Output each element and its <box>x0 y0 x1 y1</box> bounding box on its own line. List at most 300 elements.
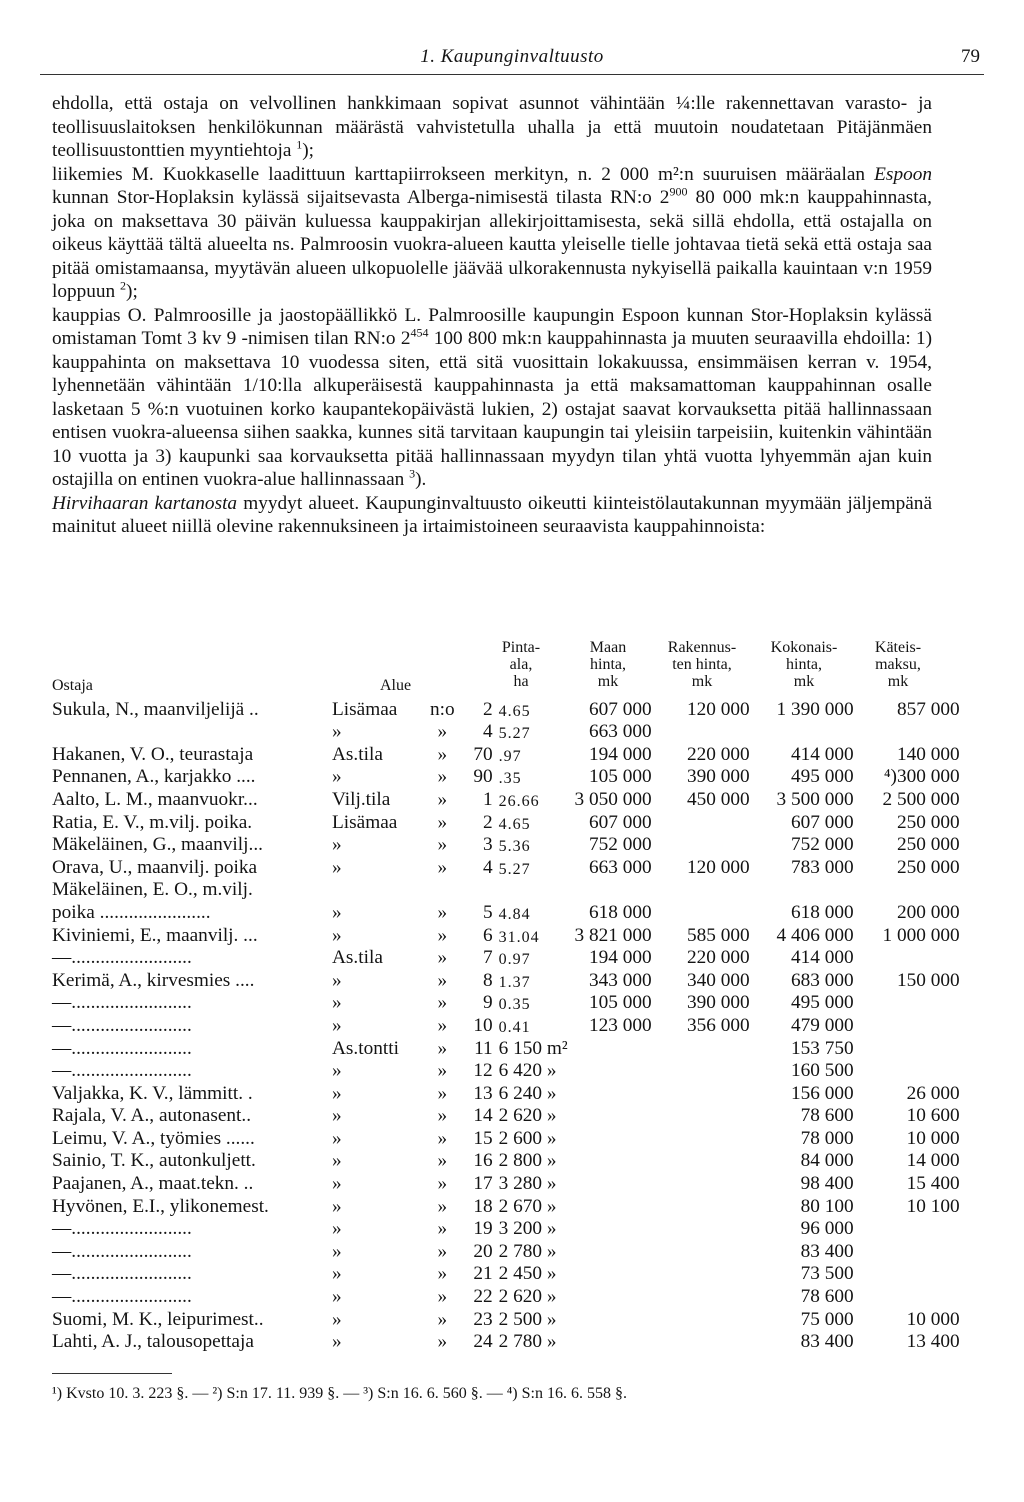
cell-land: 607 000 <box>588 698 652 720</box>
cell-total: 153 750 <box>790 1037 854 1059</box>
cell-type: » <box>332 1082 342 1104</box>
table-row <box>52 1172 960 1195</box>
cell-mark: » <box>437 924 448 946</box>
cell-mark: » <box>437 1127 448 1149</box>
table-row <box>52 1263 960 1286</box>
cell-cash <box>854 1060 960 1083</box>
cell-num: 2 <box>483 698 493 720</box>
cell-land: 105 000 <box>588 992 652 1014</box>
cell-area: 0.41 <box>498 1018 531 1036</box>
cell-cash <box>854 947 960 970</box>
cell-total <box>750 879 854 902</box>
cell-building: 356 000 <box>686 1014 750 1036</box>
cell-num: 2 <box>483 811 493 833</box>
cell-mark: » <box>437 1218 448 1240</box>
cell-type: » <box>332 1308 342 1330</box>
cell-cash <box>854 1240 960 1263</box>
body-text <box>52 92 932 539</box>
cell-land: 343 000 <box>588 969 652 991</box>
cell-cash: 13 400 <box>906 1331 960 1353</box>
table-row <box>52 1105 960 1128</box>
cell-cash: 140 000 <box>896 743 960 765</box>
cell-land <box>568 1240 652 1263</box>
cell-buyer: Sukula, N., maanviljelijä .. <box>52 698 259 720</box>
cell-type: » <box>332 1127 342 1149</box>
cell-area: 2 500 » <box>498 1308 557 1330</box>
table-row <box>52 1331 960 1354</box>
table-row <box>52 901 960 924</box>
cell-land <box>568 879 652 902</box>
table-row <box>52 1150 960 1173</box>
cell-buyer: Valjakka, K. V., lämmitt. . <box>52 1082 253 1104</box>
col-header-buyer: Ostaja <box>52 677 93 694</box>
cell-buyer: Kerimä, A., kirvesmies .... <box>52 969 255 991</box>
cell-land <box>568 1285 652 1308</box>
cell-total <box>750 721 854 744</box>
cell-num: 17 <box>473 1173 493 1195</box>
cell-building <box>652 1308 750 1331</box>
cell-cash <box>854 1014 960 1037</box>
cell-num: 9 <box>483 992 493 1014</box>
cell-building: 450 000 <box>686 788 750 810</box>
cell-type: » <box>332 1150 342 1172</box>
cell-cash: 15 400 <box>906 1173 960 1195</box>
cell-type: » <box>332 766 342 788</box>
cell-land: 618 000 <box>588 901 652 923</box>
cell-building <box>652 811 750 834</box>
cell-land <box>568 1263 652 1286</box>
cell-type: » <box>332 1105 342 1127</box>
cell-building <box>652 1195 750 1218</box>
cell-cash <box>854 1285 960 1308</box>
cell-cash: 857 000 <box>896 698 960 720</box>
table-row <box>52 1308 960 1331</box>
cell-total: 3 500 000 <box>776 788 854 810</box>
cell-total: 783 000 <box>790 856 854 878</box>
col-header-area-id: Alue <box>380 677 412 694</box>
table-row <box>52 1037 960 1060</box>
table-row <box>52 788 960 811</box>
cell-num: 12 <box>473 1060 493 1082</box>
running-title: 1. Kaupunginvaltuusto <box>420 46 604 67</box>
cell-mark: » <box>437 721 448 743</box>
page-header <box>40 40 984 75</box>
col-header-building: Rakennus- ten hinta, mk <box>667 639 737 690</box>
cell-buyer: —......................... <box>52 947 192 969</box>
cell-land <box>568 1150 652 1173</box>
cell-cash <box>854 992 960 1015</box>
cell-mark: » <box>437 1105 448 1127</box>
cell-num: 20 <box>473 1240 493 1262</box>
cell-num: 8 <box>483 969 493 991</box>
cell-buyer: Hyvönen, E.I., ylikonemest. <box>52 1195 269 1217</box>
cell-building: 120 000 <box>686 698 750 720</box>
cell-type: » <box>332 1173 342 1195</box>
col-header-land: Maan hinta, mk <box>589 639 627 690</box>
table-row <box>52 1014 960 1037</box>
cell-buyer: poika ....................... <box>52 901 211 923</box>
cell-mark: » <box>437 1082 448 1104</box>
cell-building: 340 000 <box>686 969 750 991</box>
cell-building <box>652 1037 750 1060</box>
cell-area: 2 780 » <box>498 1240 557 1262</box>
cell-buyer: Rajala, V. A., autonasent.. <box>52 1105 252 1127</box>
cell-cash: 10 100 <box>906 1195 960 1217</box>
table-row <box>52 743 960 766</box>
cell-building <box>652 879 750 902</box>
cell-num: 4 <box>483 856 493 878</box>
paragraph-1: ehdolla, että ostaja on velvollinen hankkimaan sopivat asunnot vähintään ¼:lle rakennettavan varasto- ja teollisuuslaitoksen henkilökunnan määrästä vahvistetulla uhalla ja että muutoin noudatetaan Pitäjänmäen teollisuustonttien myyntiehtoja $^1$); <box>52 93 932 161</box>
cell-mark: » <box>437 1037 448 1059</box>
cell-area: 2 620 » <box>498 1105 557 1127</box>
cell-mark: » <box>437 1308 448 1330</box>
cell-total: 84 000 <box>800 1150 854 1172</box>
cell-land <box>568 1082 652 1105</box>
cell-num: 13 <box>473 1082 493 1104</box>
cell-total: 78 000 <box>800 1127 854 1149</box>
cell-area: 2 780 » <box>498 1331 557 1353</box>
cell-type <box>332 879 430 902</box>
cell-total: 80 100 <box>800 1195 854 1217</box>
cell-num: 7 <box>483 947 493 969</box>
cell-mark: » <box>437 1150 448 1172</box>
table-row <box>52 1060 960 1083</box>
table-row <box>52 1285 960 1308</box>
cell-area: 5.27 <box>498 860 531 878</box>
cell-num <box>455 879 499 902</box>
cell-land: 194 000 <box>588 743 652 765</box>
cell-mark: » <box>437 1173 448 1195</box>
cell-area: .97 <box>498 747 522 765</box>
cell-total: 495 000 <box>790 766 854 788</box>
cell-cash <box>854 721 960 744</box>
cell-num: 3 <box>483 834 493 856</box>
cell-cash: ⁴)300 000 <box>883 766 960 788</box>
cell-total: 83 400 <box>800 1240 854 1262</box>
cell-building: 120 000 <box>686 856 750 878</box>
cell-num: 21 <box>473 1263 493 1285</box>
cell-building <box>652 901 750 924</box>
cell-building <box>652 1331 750 1354</box>
cell-land: 752 000 <box>588 834 652 856</box>
cell-type: » <box>332 1218 342 1240</box>
cell-cash <box>854 1263 960 1286</box>
cell-buyer: Lahti, A. J., talousopettaja <box>52 1331 254 1353</box>
cell-total: 83 400 <box>800 1331 854 1353</box>
cell-buyer: Suomi, M. K., leipurimest.. <box>52 1308 264 1330</box>
cell-total: 156 000 <box>790 1082 854 1104</box>
table-row <box>52 879 960 902</box>
cell-total: 73 500 <box>800 1263 854 1285</box>
cell-type: As.tila <box>332 947 383 969</box>
cell-type: » <box>332 856 342 878</box>
cell-num: 11 <box>474 1037 493 1059</box>
cell-land: 105 000 <box>588 766 652 788</box>
cell-cash: 10 600 <box>906 1105 960 1127</box>
cell-area: 0.97 <box>498 951 531 969</box>
cell-type: » <box>332 901 342 923</box>
table-row <box>52 992 960 1015</box>
cell-buyer: —......................... <box>52 1286 192 1308</box>
cell-num: 6 <box>483 924 493 946</box>
cell-num: 24 <box>473 1331 493 1353</box>
cell-cash: 10 000 <box>906 1127 960 1149</box>
cell-total: 414 000 <box>790 947 854 969</box>
sales-table <box>52 698 960 1353</box>
cell-area: .35 <box>498 770 522 788</box>
cell-num: 15 <box>473 1127 493 1149</box>
cell-area: 2 450 » <box>498 1263 557 1285</box>
cell-mark: » <box>437 1060 448 1082</box>
cell-mark: » <box>437 1331 448 1353</box>
cell-total: 607 000 <box>790 811 854 833</box>
cell-building <box>652 1105 750 1128</box>
cell-area: 26.66 <box>498 792 540 810</box>
cell-area: 6 420 » <box>498 1060 557 1082</box>
cell-type: » <box>332 1263 342 1285</box>
cell-buyer: Mäkeläinen, E. O., m.vilj. <box>52 879 253 901</box>
cell-mark: » <box>437 1195 448 1217</box>
cell-mark: » <box>437 788 448 810</box>
cell-type: » <box>332 969 342 991</box>
cell-mark: » <box>437 901 448 923</box>
col-header-cash: Käteis- maksu, mk <box>874 639 922 690</box>
cell-building <box>652 1150 750 1173</box>
cell-mark: » <box>437 743 448 765</box>
footnotes: ¹) Kvsto 10. 3. 223 §. — ²) S:n 17. 11. 939 §. — ³) S:n 16. 6. 560 §. — ⁴) S:n 16. 6. 558 §. <box>52 1385 627 1403</box>
cell-building <box>652 1240 750 1263</box>
cell-cash: 10 000 <box>906 1308 960 1330</box>
cell-area: 4.84 <box>498 905 531 923</box>
cell-buyer: Kiviniemi, E., maanvilj. ... <box>52 924 258 946</box>
cell-area: 2 800 » <box>498 1150 557 1172</box>
cell-land: 3 050 000 <box>574 788 652 810</box>
cell-num: 5 <box>483 901 493 923</box>
cell-cash: 14 000 <box>906 1150 960 1172</box>
cell-total: 752 000 <box>790 834 854 856</box>
table-row <box>52 1195 960 1218</box>
cell-mark: » <box>437 947 448 969</box>
table-row <box>52 1082 960 1105</box>
cell-total: 1 390 000 <box>776 698 854 720</box>
cell-num: 22 <box>473 1286 493 1308</box>
cell-buyer: Orava, U., maanvilj. poika <box>52 856 258 878</box>
cell-total: 495 000 <box>790 992 854 1014</box>
cell-cash: 250 000 <box>896 834 960 856</box>
cell-cash <box>854 1037 960 1060</box>
cell-mark: » <box>437 1286 448 1308</box>
cell-area: 0.35 <box>498 996 531 1014</box>
cell-cash: 250 000 <box>896 811 960 833</box>
cell-type: » <box>332 1240 342 1262</box>
cell-mark: » <box>437 834 448 856</box>
cell-type: » <box>332 1286 342 1308</box>
table-row <box>52 698 960 721</box>
cell-mark: » <box>437 1240 448 1262</box>
cell-land <box>568 1172 652 1195</box>
table-row <box>52 947 960 970</box>
cell-land <box>568 1060 652 1083</box>
cell-type: Lisämaa <box>332 811 398 833</box>
cell-buyer: Sainio, T. K., autonkuljett. <box>52 1150 256 1172</box>
cell-land <box>568 1218 652 1241</box>
cell-building: 220 000 <box>686 947 750 969</box>
paragraph-3: kauppias O. Palmroosille ja jaostopäällikkö L. Palmroosille kaupungin Espoon kunnan Stor-Hoplaksin kylässä omistaman Tomt 3 kv 9 -nimisen tilan RN:o $2^{454}$ 100 800 mk:n kauppahinnasta ja muuten seuraavilla ehdoilla: 1) kauppahinta on maksettava 10 vuodessa siten, että sitä vuosittain lokakuussa, ensimmäisen kerran v. 1954, lyhennetään vähintään 1/10:lla alkuperäisestä kauppahinnasta ja että maksamattoman kauppahinnan osalle lasketaan 5 %:n vuotuinen korko kaupantekopäivästä lukien, 2) ostajat saavat korvauksetta pitää hallinnassaan entisen vuokra-alueensa siihen saakka, kunnes sitä tarvitaan kaupungin tai yleisiin tarpeisiin, kuitenkin vähintään 10 vuotta ja 3) kaupunki saa korvauksetta pitää hallinnassaan myydyn tilan yhtä vuotta lyhyemmän ajan kuin ostajilla on entinen vuokra-alue hallinnassaan $^3$). <box>52 304 933 490</box>
cell-buyer: Mäkeläinen, G., maanvilj... <box>52 834 263 856</box>
cell-area: 2 670 » <box>498 1195 557 1217</box>
cell-type: As.tontti <box>332 1037 399 1059</box>
cell-num: 14 <box>473 1105 493 1127</box>
cell-type: » <box>332 721 342 743</box>
cell-land: 663 000 <box>588 856 652 878</box>
footnote-rule <box>52 1373 172 1374</box>
cell-num: 18 <box>473 1195 493 1217</box>
cell-building <box>652 1218 750 1241</box>
cell-buyer <box>52 721 332 744</box>
cell-buyer: Paajanen, A., maat.tekn. .. <box>52 1173 254 1195</box>
cell-total: 160 500 <box>790 1060 854 1082</box>
cell-land: 123 000 <box>588 1014 652 1036</box>
cell-type: » <box>332 1195 342 1217</box>
cell-type: » <box>332 1060 342 1082</box>
cell-cash: 1 000 000 <box>882 924 960 946</box>
cell-building <box>652 1285 750 1308</box>
cell-land: 663 000 <box>588 721 652 743</box>
cell-mark: » <box>437 811 448 833</box>
cell-building <box>652 1127 750 1150</box>
cell-num: 70 <box>473 743 493 765</box>
cell-area: 1.37 <box>498 973 531 991</box>
cell-total: 96 000 <box>800 1218 854 1240</box>
cell-type: » <box>332 834 342 856</box>
cell-area: 3 200 » <box>498 1218 557 1240</box>
cell-area: 2 600 » <box>498 1127 557 1149</box>
cell-land <box>568 1308 652 1331</box>
cell-land <box>568 1127 652 1150</box>
cell-num: 23 <box>473 1308 493 1330</box>
cell-building: 220 000 <box>686 743 750 765</box>
cell-building: 390 000 <box>686 766 750 788</box>
cell-area <box>499 879 568 902</box>
cell-mark: n:o <box>430 698 455 720</box>
cell-area: 3 280 » <box>498 1173 557 1195</box>
cell-total: 98 400 <box>800 1173 854 1195</box>
cell-type: Vilj.tila <box>332 788 391 810</box>
cell-num: 16 <box>473 1150 493 1172</box>
paragraph-2: liikemies M. Kuokkaselle laadittuun karttapiirrokseen merkityn, n. 2 000 m²:n suuruisen määräalan Espoon kunnan Stor-Hoplaksin kylässä sijaitsevasta Alberga-nimisestä tilasta RN:o $2^{900}$ 80 000 mk:n kauppahinnasta, joka on maksettava 30 päivän kuluessa kauppakirjan allekirjoittamisesta, sekä sillä ehdolla, että ostajalla on oikeus käyttää tältä alueelta ns. Palmroosin vuokra-alueen kautta yleiselle tielle johtavaa tietä sekä että ostaja saa pitää omistamaansa, myytävän alueen ulkopuolelle jäävää ulkorakennusta nykyisellä paikalla kauintaan v:n 1959 loppuun $^2$); <box>52 163 933 302</box>
cell-building <box>652 834 750 857</box>
cell-area: 31.04 <box>498 928 540 946</box>
cell-buyer: Pennanen, A., karjakko .... <box>52 766 256 788</box>
cell-area: 2 620 » <box>498 1286 557 1308</box>
cell-num: 90 <box>473 766 493 788</box>
cell-total: 4 406 000 <box>776 924 854 946</box>
cell-building <box>652 1082 750 1105</box>
cell-total: 683 000 <box>790 969 854 991</box>
table-row <box>52 811 960 834</box>
table-row <box>52 1240 960 1263</box>
cell-type: Lisämaa <box>332 698 398 720</box>
cell-cash: 200 000 <box>896 901 960 923</box>
cell-mark: » <box>437 766 448 788</box>
cell-mark: » <box>437 969 448 991</box>
cell-area: 4.65 <box>498 815 531 833</box>
cell-buyer: Ratia, E. V., m.vilj. poika. <box>52 811 253 833</box>
cell-area: 6 240 » <box>498 1082 557 1104</box>
cell-total: 75 000 <box>800 1308 854 1330</box>
cell-num: 10 <box>473 1014 493 1036</box>
cell-land: 3 821 000 <box>574 924 652 946</box>
cell-num: 19 <box>473 1218 493 1240</box>
cell-mark: » <box>437 992 448 1014</box>
table-row <box>52 834 960 857</box>
col-header-area: Pinta- ala, ha <box>501 639 541 690</box>
paragraph-4: Hirvihaaran kartanosta myydyt alueet. Kaupunginvaltuusto oikeutti kiinteistölautakunnan myymään jäljempänä mainitut alueet niillä olevine rakennuksineen ja irtaimistoineen seuraavista kauppahinnoista: <box>52 492 932 537</box>
cell-land <box>568 1037 652 1060</box>
cell-type: As.tila <box>332 743 383 765</box>
cell-cash: 26 000 <box>906 1082 960 1104</box>
cell-buyer: —......................... <box>52 992 192 1014</box>
cell-buyer: —......................... <box>52 1263 192 1285</box>
cell-buyer: Leimu, V. A., työmies ...... <box>52 1127 255 1149</box>
cell-building <box>652 1172 750 1195</box>
cell-land <box>568 1105 652 1128</box>
cell-total: 618 000 <box>790 901 854 923</box>
table-row <box>52 924 960 947</box>
cell-buyer: —......................... <box>52 1037 192 1059</box>
cell-building: 390 000 <box>686 992 750 1014</box>
cell-mark: » <box>437 856 448 878</box>
table-row <box>52 1218 960 1241</box>
cell-land: 194 000 <box>588 947 652 969</box>
cell-buyer: —......................... <box>52 1240 192 1262</box>
cell-area: 5.36 <box>498 838 531 856</box>
cell-num: 1 <box>483 788 493 810</box>
cell-type: » <box>332 992 342 1014</box>
cell-type: » <box>332 1014 342 1036</box>
cell-mark: » <box>437 1263 448 1285</box>
cell-num: 4 <box>483 721 493 743</box>
cell-type: » <box>332 924 342 946</box>
cell-area: 4.65 <box>498 702 531 720</box>
cell-total: 78 600 <box>800 1286 854 1308</box>
cell-total: 78 600 <box>800 1105 854 1127</box>
cell-mark: » <box>437 1014 448 1036</box>
cell-type: » <box>332 1331 342 1353</box>
cell-buyer: Aalto, L. M., maanvuokr... <box>52 788 258 810</box>
cell-building <box>652 721 750 744</box>
table-row <box>52 969 960 992</box>
cell-building: 585 000 <box>686 924 750 946</box>
page-number: 79 <box>961 46 980 67</box>
cell-total: 414 000 <box>790 743 854 765</box>
table-row <box>52 766 960 789</box>
cell-cash: 150 000 <box>896 969 960 991</box>
table-row <box>52 1127 960 1150</box>
cell-area: 6 150 m² <box>498 1037 568 1059</box>
cell-total: 479 000 <box>790 1014 854 1036</box>
cell-land <box>568 1331 652 1354</box>
cell-cash: 250 000 <box>896 856 960 878</box>
cell-area: 5.27 <box>498 725 531 743</box>
cell-buyer: —......................... <box>52 1014 192 1036</box>
cell-cash <box>854 1218 960 1241</box>
cell-land <box>568 1195 652 1218</box>
col-header-total: Kokonais- hinta, mk <box>770 639 838 690</box>
cell-land: 607 000 <box>588 811 652 833</box>
table-row <box>52 856 960 879</box>
cell-cash <box>854 879 960 902</box>
